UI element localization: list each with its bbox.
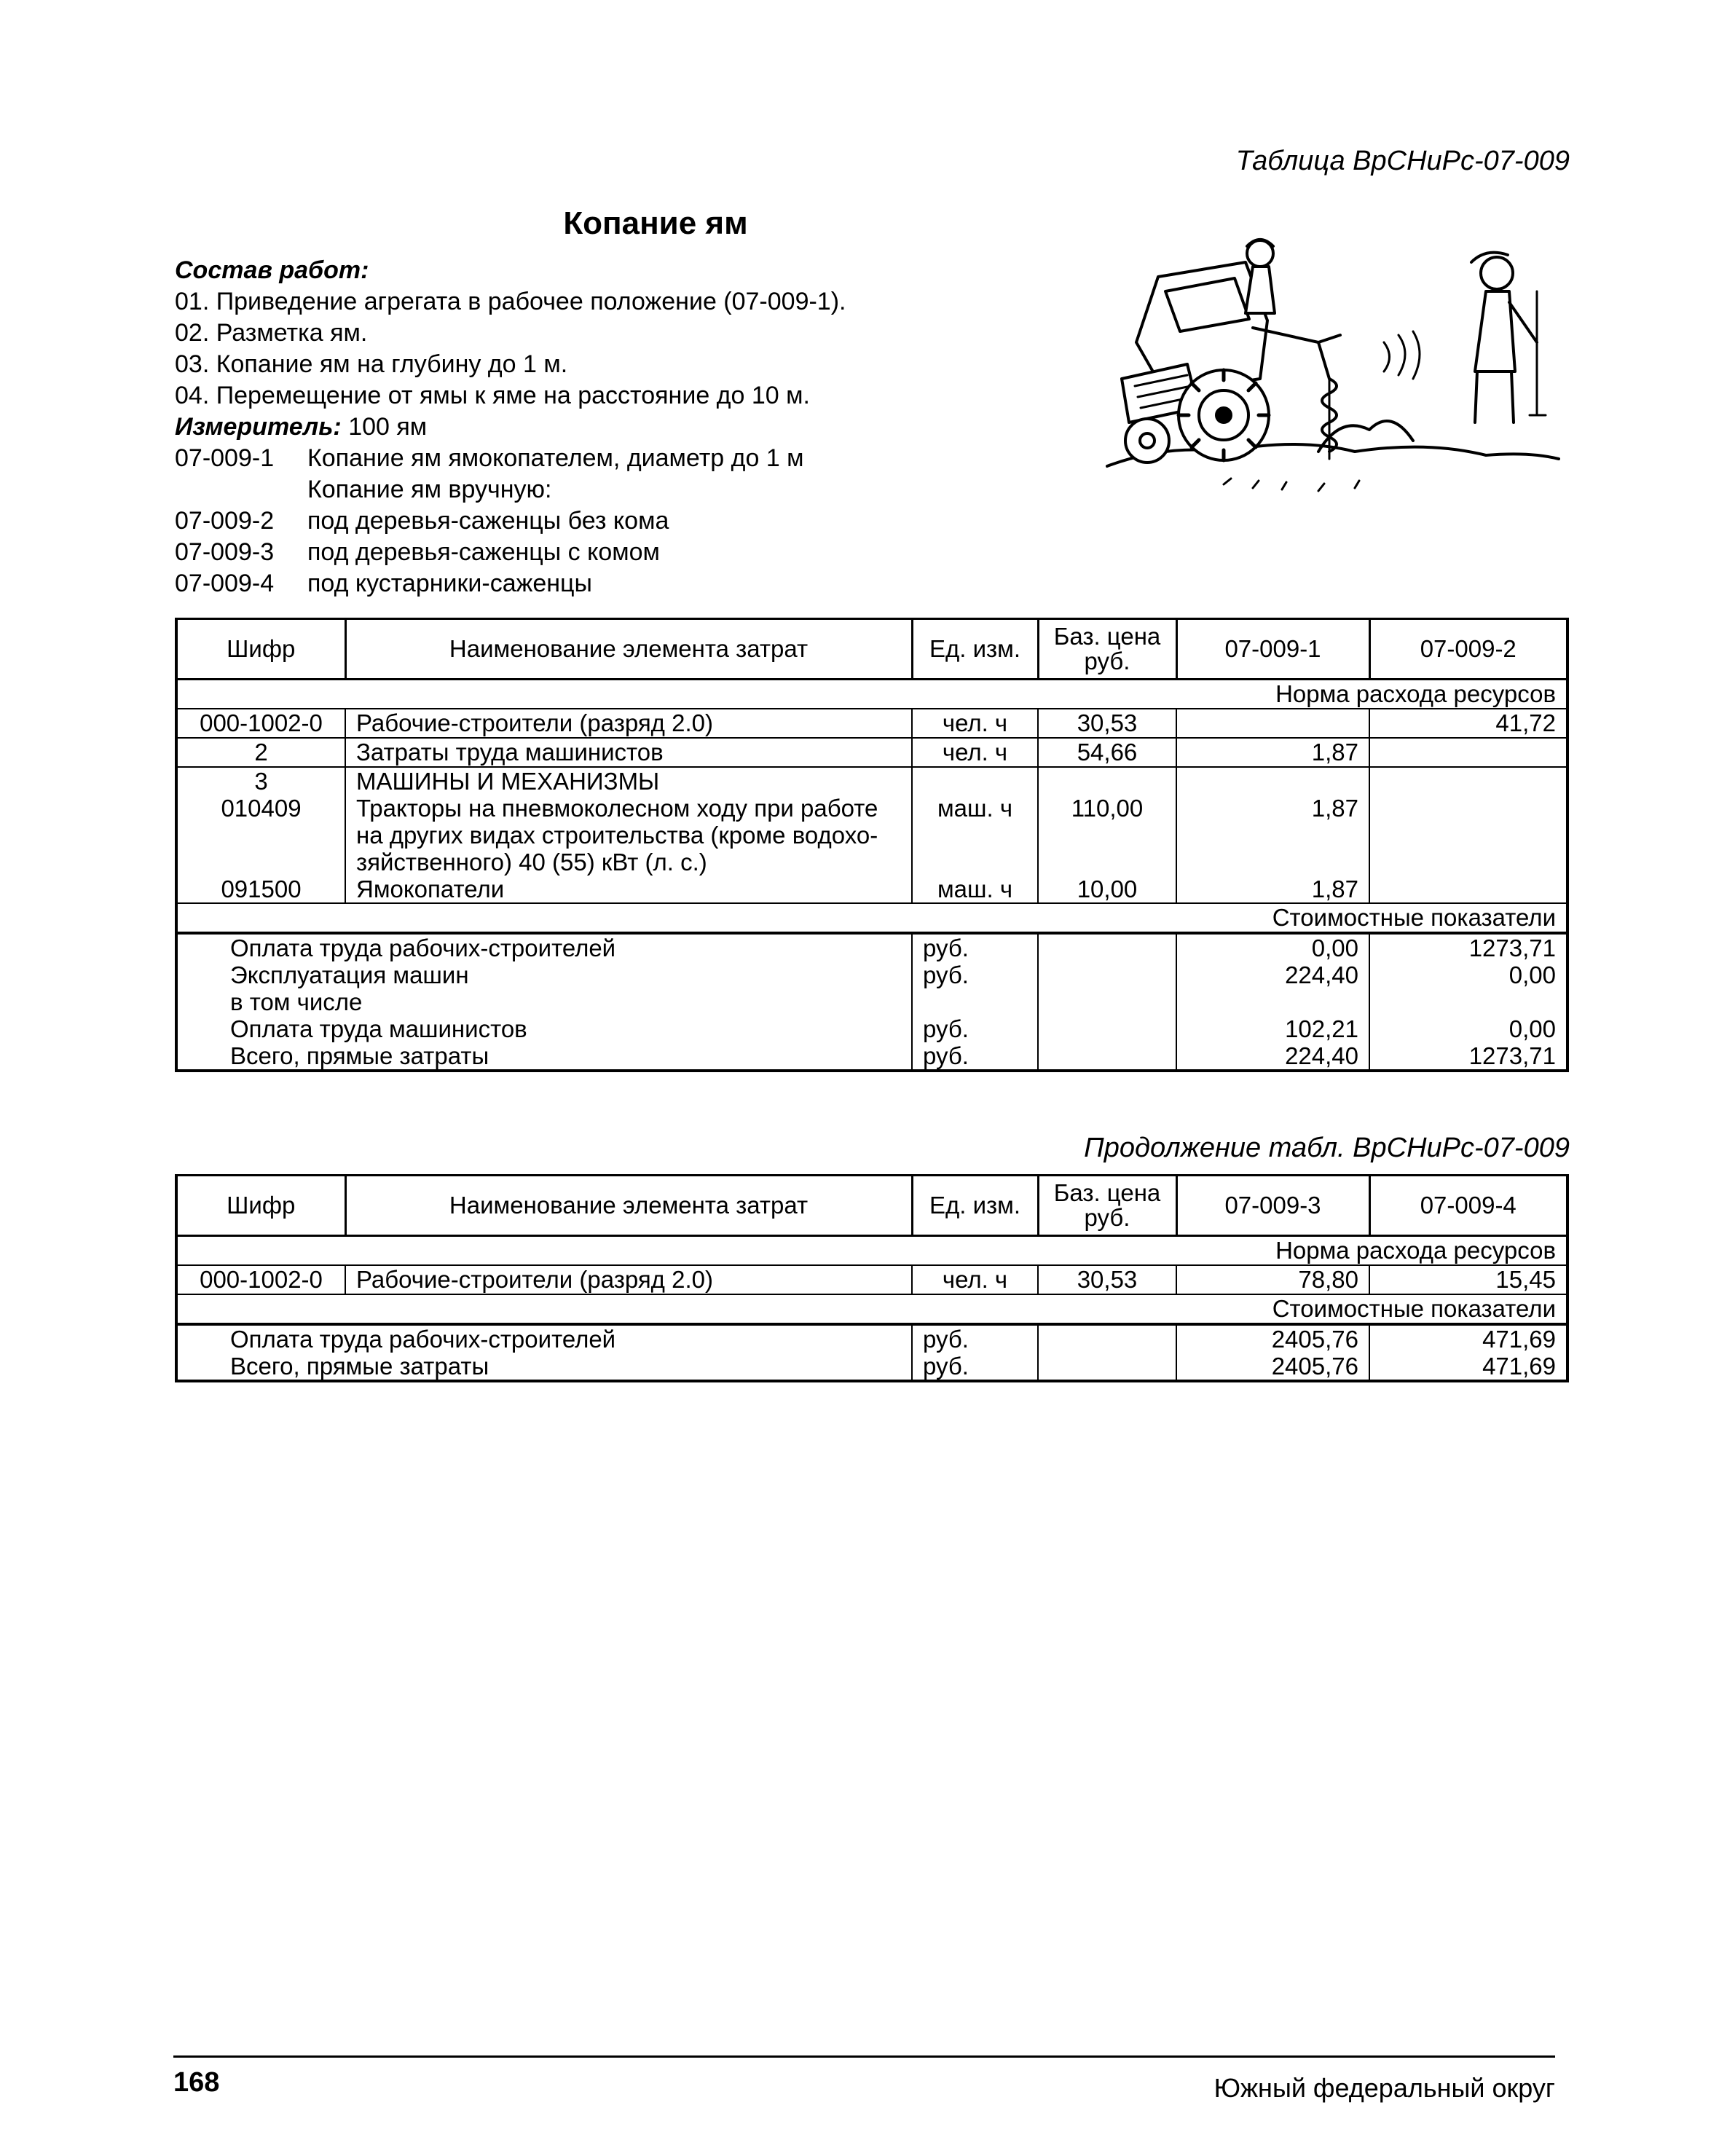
section-row bbox=[176, 680, 1567, 709]
row-name bbox=[345, 767, 912, 876]
row-code: 000-1002-0 bbox=[176, 1265, 345, 1294]
work-step: 01. Приведение агрегата в рабочее положение (07-009-1). bbox=[175, 288, 846, 315]
machines-section-code: 3 bbox=[254, 768, 268, 795]
footer-region: Южный федеральный округ bbox=[1213, 2073, 1555, 2103]
cost-rows bbox=[176, 1324, 1567, 1381]
cost-name: Всего, прямые затраты bbox=[230, 1353, 489, 1380]
cost-value: 0,00 bbox=[1508, 1015, 1556, 1042]
table-header-row bbox=[176, 1176, 1567, 1236]
cost-table-1 bbox=[175, 618, 1569, 1072]
row-name: Рабочие-строители (разряд 2.0) bbox=[345, 1265, 912, 1294]
cost-rows bbox=[176, 933, 1567, 1071]
cost-name: Оплата труда рабочих-строителей bbox=[230, 935, 616, 961]
row-code: 091500 bbox=[176, 876, 345, 903]
table-row bbox=[176, 876, 1567, 903]
section-norm-label: Норма расхода ресурсов bbox=[176, 680, 1567, 709]
cost-names bbox=[176, 933, 912, 1071]
cost-name: в том числе bbox=[230, 988, 363, 1015]
cost-value: 471,69 bbox=[1482, 1326, 1556, 1353]
cost-units bbox=[912, 1324, 1038, 1381]
cost-unit: руб. bbox=[923, 961, 969, 988]
row-value-1 bbox=[1176, 709, 1369, 738]
table-header-row bbox=[176, 619, 1567, 680]
cost-price bbox=[1038, 1324, 1176, 1381]
row-price: 10,00 bbox=[1038, 876, 1176, 903]
composition-label: Состав работ: bbox=[175, 256, 369, 284]
cost-units bbox=[912, 933, 1038, 1071]
table-row bbox=[176, 767, 1567, 876]
cost-value: 1273,71 bbox=[1468, 935, 1556, 961]
row-unit: маш. ч bbox=[912, 767, 1038, 876]
cost-values-2 bbox=[1369, 933, 1567, 1071]
col-header-code: Шифр bbox=[176, 619, 345, 680]
footer-divider bbox=[173, 2055, 1555, 2058]
col-header-price: Баз. цена руб. bbox=[1038, 1176, 1176, 1236]
row-value-2 bbox=[1369, 876, 1567, 903]
row-code: 000-1002-0 bbox=[176, 709, 345, 738]
cost-values-1 bbox=[1176, 933, 1369, 1071]
section-norm-label: Норма расхода ресурсов bbox=[176, 1236, 1567, 1266]
col-header-07-009-3: 07-009-3 bbox=[1176, 1176, 1369, 1236]
cost-values-1 bbox=[1176, 1324, 1369, 1381]
item-code: 07-009-3 bbox=[175, 538, 275, 566]
meter-line bbox=[175, 412, 947, 443]
section-row bbox=[176, 903, 1567, 933]
col-header-unit: Ед. изм. bbox=[912, 619, 1038, 680]
item-code: 07-009-4 bbox=[175, 570, 275, 597]
work-step: 02. Разметка ям. bbox=[175, 319, 368, 347]
row-unit: чел. ч bbox=[912, 738, 1038, 767]
row-value-2: 41,72 bbox=[1369, 709, 1567, 738]
cost-unit: руб. bbox=[923, 935, 969, 961]
col-header-unit: Ед. изм. bbox=[912, 1176, 1038, 1236]
item-code: 07-009-2 bbox=[175, 507, 275, 535]
row-price: 54,66 bbox=[1038, 738, 1176, 767]
cost-value: 471,69 bbox=[1482, 1353, 1556, 1380]
item-line bbox=[175, 537, 947, 568]
meter-label: Измеритель: bbox=[175, 413, 342, 441]
item-text: под кустарники-саженцы bbox=[307, 570, 592, 597]
row-value-2: 15,45 bbox=[1369, 1265, 1567, 1294]
row-value-2 bbox=[1369, 767, 1567, 876]
page-title: Копание ям bbox=[563, 205, 748, 241]
cost-table-2 bbox=[175, 1174, 1569, 1382]
cost-value: 102,21 bbox=[1285, 1015, 1358, 1042]
table-reference: Таблица ВрСНиРс-07-009 bbox=[1235, 146, 1570, 176]
col-header-price: Баз. цена руб. bbox=[1038, 619, 1176, 680]
page-number: 168 bbox=[173, 2067, 220, 2098]
cost-value: 2405,76 bbox=[1271, 1326, 1358, 1353]
row-price: 30,53 bbox=[1038, 1265, 1176, 1294]
item-line bbox=[175, 505, 947, 537]
item-line bbox=[175, 474, 947, 505]
col-header-name: Наименование элемента затрат bbox=[345, 1176, 912, 1236]
row-value-1: 78,80 bbox=[1176, 1265, 1369, 1294]
row-value-1: 1,87 bbox=[1176, 767, 1369, 876]
row-name: Ямокопатели bbox=[345, 876, 912, 903]
cost-names bbox=[176, 1324, 912, 1381]
row-unit: чел. ч bbox=[912, 1265, 1038, 1294]
cost-value: 1273,71 bbox=[1468, 1042, 1556, 1069]
col-header-name: Наименование элемента затрат bbox=[345, 619, 912, 680]
item-text: под деревья-саженцы без кома bbox=[307, 507, 669, 535]
cost-value: 2405,76 bbox=[1271, 1353, 1358, 1380]
item-line bbox=[175, 443, 947, 474]
cost-price bbox=[1038, 933, 1176, 1071]
cost-name: Оплата труда машинистов bbox=[230, 1015, 527, 1042]
cost-name: Всего, прямые затраты bbox=[230, 1042, 489, 1069]
work-description bbox=[175, 255, 947, 599]
cost-unit: руб. bbox=[923, 1042, 969, 1069]
item-text: Копание ям ямокопателем, диаметр до 1 м bbox=[307, 444, 804, 472]
col-header-07-009-1: 07-009-1 bbox=[1176, 619, 1369, 680]
row-name-line: на других видах строительства (кроме водохо- bbox=[356, 822, 878, 849]
section-row bbox=[176, 1294, 1567, 1324]
work-step: 04. Перемещение от ямы к яме на расстояние до 10 м. bbox=[175, 382, 810, 409]
row-value-1: 1,87 bbox=[1176, 876, 1369, 903]
row-name: Рабочие-строители (разряд 2.0) bbox=[345, 709, 912, 738]
row-code bbox=[176, 767, 345, 876]
item-text: Копание ям вручную: bbox=[307, 476, 552, 503]
row-name-line: зяйственного) 40 (55) кВт (л. с.) bbox=[356, 849, 707, 876]
row-name-line: Тракторы на пневмоколесном ходу при работе bbox=[356, 795, 878, 822]
cost-unit: руб. bbox=[923, 1015, 969, 1042]
cost-values-2 bbox=[1369, 1324, 1567, 1381]
table-row bbox=[176, 1265, 1567, 1294]
row-price: 30,53 bbox=[1038, 709, 1176, 738]
row-value-1: 1,87 bbox=[1176, 738, 1369, 767]
cost-value: 0,00 bbox=[1311, 935, 1358, 961]
cost-value: 224,40 bbox=[1285, 961, 1358, 988]
cost-unit: руб. bbox=[923, 1353, 969, 1380]
item-code: 07-009-1 bbox=[175, 444, 275, 472]
cost-name: Оплата труда рабочих-строителей bbox=[230, 1326, 616, 1353]
item-line bbox=[175, 568, 947, 599]
machines-section-title: МАШИНЫ И МЕХАНИЗМЫ bbox=[356, 768, 660, 795]
work-step: 03. Копание ям на глубину до 1 м. bbox=[175, 350, 568, 378]
row-price: 110,00 bbox=[1038, 767, 1176, 876]
meter-value: 100 ям bbox=[348, 413, 428, 441]
section-cost-label: Стоимостные показатели bbox=[176, 903, 1567, 933]
col-header-07-009-2: 07-009-2 bbox=[1369, 619, 1567, 680]
row-value-2 bbox=[1369, 738, 1567, 767]
row-unit: чел. ч bbox=[912, 709, 1038, 738]
row-code: 010409 bbox=[221, 795, 302, 822]
table-row bbox=[176, 738, 1567, 767]
section-row bbox=[176, 1236, 1567, 1266]
cost-name: Эксплуатация машин bbox=[230, 961, 469, 988]
section-cost-label: Стоимостные показатели bbox=[176, 1294, 1567, 1324]
continuation-reference: Продолжение табл. ВрСНиРс-07-009 bbox=[1084, 1133, 1570, 1163]
table-row bbox=[176, 709, 1567, 738]
cost-value: 0,00 bbox=[1508, 961, 1556, 988]
cost-unit: руб. bbox=[923, 1326, 969, 1353]
row-name: Затраты труда машинистов bbox=[345, 738, 912, 767]
tractor-auger-illustration bbox=[1078, 233, 1573, 510]
row-code: 2 bbox=[176, 738, 345, 767]
col-header-07-009-4: 07-009-4 bbox=[1369, 1176, 1567, 1236]
cost-value: 224,40 bbox=[1285, 1042, 1358, 1069]
item-text: под деревья-саженцы с комом bbox=[307, 538, 660, 566]
row-unit: маш. ч bbox=[912, 876, 1038, 903]
col-header-code: Шифр bbox=[176, 1176, 345, 1236]
